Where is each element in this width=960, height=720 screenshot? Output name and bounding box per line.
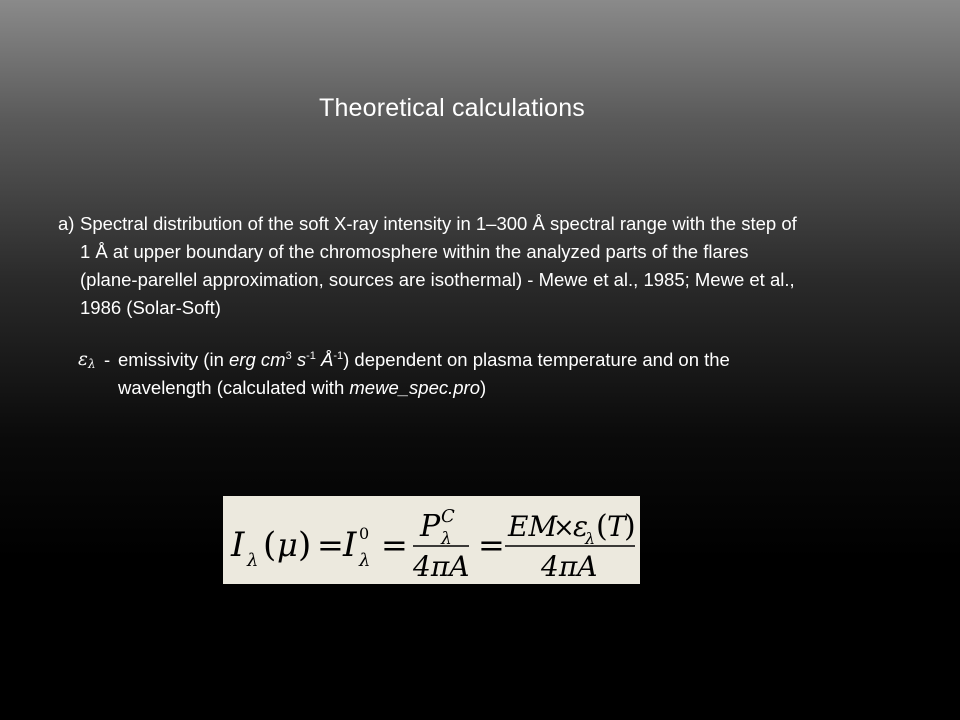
- formula-equals-1: =: [317, 526, 344, 564]
- closing-paren: ): [479, 377, 487, 398]
- unit-s: s: [291, 349, 307, 370]
- formula-paren-open-mu: (: [263, 525, 277, 565]
- formula-lambda-zero: λ: [359, 550, 371, 571]
- list-item-a: [58, 210, 798, 322]
- symbol-base: ε: [78, 349, 88, 370]
- symbol-subscript: λ: [87, 357, 96, 371]
- unit-s-exp: -1: [306, 350, 316, 362]
- intensity-formula: [223, 496, 640, 584]
- formula-denominator-2: 4πA: [541, 550, 598, 583]
- formula-superscript-C: C: [441, 506, 455, 527]
- formula-paren-close-T: ): [624, 509, 636, 544]
- unit-angstrom-exp: -1: [333, 350, 344, 362]
- unit-erg-exp: 3: [285, 350, 292, 362]
- emissivity-symbol: [78, 346, 96, 378]
- formula-lambda-eps: λ: [585, 529, 596, 548]
- formula-I-zero: I: [343, 525, 357, 565]
- formula-equals-2: =: [381, 526, 408, 564]
- formula-paren-open-T: (: [596, 509, 608, 544]
- formula-P: P: [420, 509, 441, 544]
- slide-title: Theoretical calculations: [318, 94, 586, 122]
- formula-EM: EM: [508, 510, 558, 543]
- formula-mu: μ: [277, 526, 298, 564]
- program-name: mewe_spec.pro: [349, 377, 480, 398]
- formula-equals-3: =: [478, 526, 505, 564]
- item-text: Spectral distribution of the soft X-ray intensity in 1–300 Å spectral range with the step of 1 Å at upper boundary of the chromosphere within the analyzed parts of the flares (plane-parellel approximation, sources are isothermal) - Mewe et al., 1985; Mewe et al., 1986 (Solar-Soft): [80, 213, 797, 318]
- emissivity-pre: emissivity (in: [118, 349, 230, 370]
- formula-superscript-zero: 0: [359, 524, 370, 543]
- body-text: [58, 210, 798, 402]
- formula-paren-close-mu: ): [298, 525, 312, 565]
- formula-I-lhs: I: [231, 525, 245, 565]
- formula-lambda-lhs: λ: [247, 550, 259, 571]
- formula-lambda-P: λ: [441, 529, 452, 549]
- formula-epsilon: ε: [573, 510, 589, 543]
- emissivity-definition: [58, 346, 798, 402]
- formula-T: T: [607, 510, 626, 543]
- formula-times: ×: [553, 513, 575, 543]
- item-marker: a): [58, 213, 75, 234]
- definition-dash: -: [104, 349, 111, 370]
- unit-erg: erg cm: [229, 349, 286, 370]
- emissivity-post: ) dependent on plasma temperature and on the wavelength (calculated with: [118, 349, 730, 398]
- formula-denominator-1: 4πA: [413, 550, 470, 583]
- unit-angstrom: Å: [315, 349, 334, 370]
